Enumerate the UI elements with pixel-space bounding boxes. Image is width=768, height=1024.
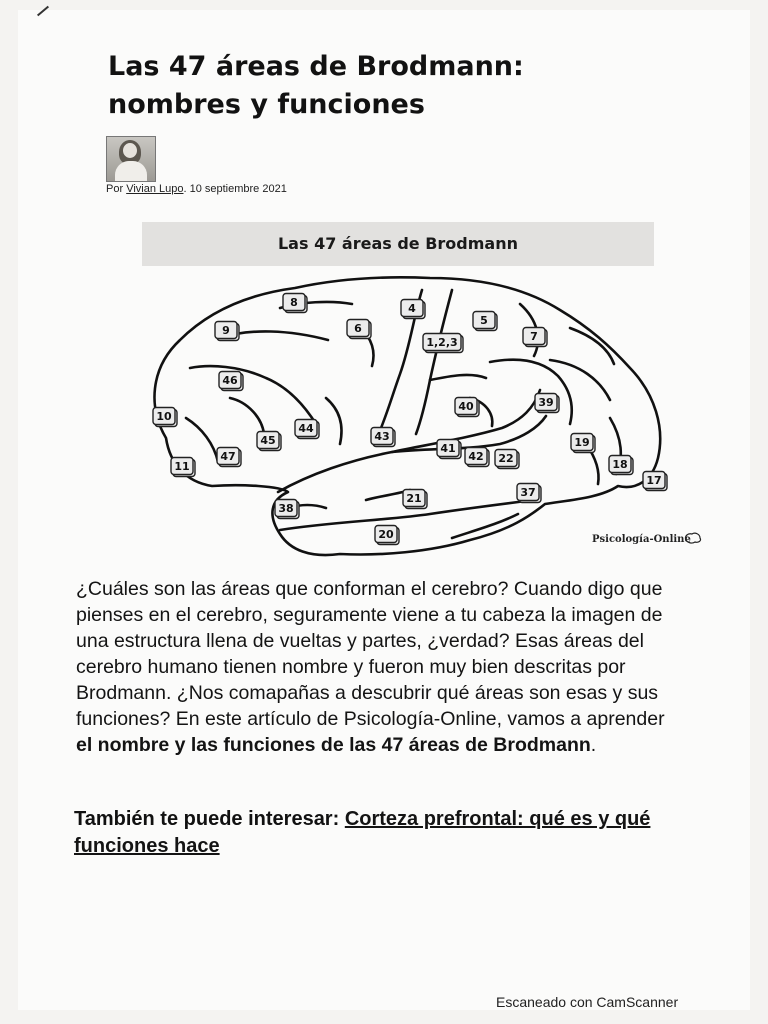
brain-diagram — [130, 268, 690, 568]
area-label-text: 18 — [612, 458, 628, 471]
area-label-text: 20 — [378, 528, 394, 541]
area-label-17 — [643, 472, 667, 491]
page-title — [108, 48, 668, 124]
area-label-text: 17 — [646, 474, 662, 487]
area-label-text: 8 — [290, 296, 298, 309]
area-label-37 — [517, 484, 541, 503]
area-label-text: 38 — [278, 502, 294, 515]
area-label-text: 40 — [458, 400, 474, 413]
author-avatar — [106, 136, 156, 182]
area-label-text: 39 — [538, 396, 554, 409]
area-label-10 — [153, 408, 177, 427]
intro-paragraph — [76, 576, 686, 758]
area-label-text: 42 — [468, 450, 484, 463]
area-label-text: 6 — [354, 322, 362, 335]
area-label-text: 7 — [530, 330, 538, 343]
related-link[interactable]: Corteza prefrontal: qué es y qué funciones hace — [74, 808, 651, 857]
area-label-1-2-3 — [423, 334, 463, 353]
area-label-text: 41 — [440, 442, 456, 455]
scanner-watermark: Escaneado con CamScanner — [496, 994, 679, 1010]
area-label-6 — [347, 320, 371, 339]
related-label: También te puede interesar: — [74, 808, 345, 830]
area-label-21 — [403, 490, 427, 509]
figure-title: Las 47 áreas de Brodmann — [142, 222, 654, 266]
area-label-41 — [437, 440, 461, 459]
area-label-47 — [217, 448, 241, 467]
area-label-22 — [495, 450, 519, 469]
area-label-7 — [523, 328, 547, 347]
area-label-42 — [465, 448, 489, 467]
intro-text: ¿Cuáles son las áreas que conforman el cerebro? Cuando digo que pienses en el cerebro, seguramente viene a tu cabeza la imagen de una estructura llena de vueltas y partes, ¿verdad? Esas áreas del cerebro humano tienen nombre y fueron muy bien descritas por Brodmann. ¿Nos comapañas a descubrir qué áreas son esas y sus funciones? En este artículo de Psicología-Online, vamos a aprender — [76, 578, 665, 730]
area-label-text: 4 — [408, 302, 416, 315]
area-label-40 — [455, 398, 479, 417]
area-label-text: 19 — [574, 436, 590, 449]
intro-bold-text: el nombre y las funciones de las 47 áreas de Brodmann — [76, 734, 591, 756]
area-label-text: 9 — [222, 324, 230, 337]
area-label-5 — [473, 312, 497, 331]
area-label-9 — [215, 322, 239, 341]
area-label-text: 47 — [220, 450, 236, 463]
brain-logo-icon — [684, 532, 702, 544]
area-label-20 — [375, 526, 399, 545]
area-label-4 — [401, 300, 425, 319]
area-label-text: 11 — [174, 460, 190, 473]
related-article — [74, 806, 694, 860]
area-label-text: 1,2,3 — [426, 336, 458, 349]
area-label-text: 45 — [260, 434, 276, 447]
intro-end: . — [590, 734, 597, 756]
area-label-46 — [219, 372, 243, 391]
author-link[interactable]: Vivian Lupo — [126, 183, 184, 195]
area-label-19 — [571, 434, 595, 453]
area-label-38 — [275, 500, 299, 519]
title-line-1: Las 47 áreas de Brodmann: — [108, 51, 524, 82]
area-label-text: 10 — [156, 410, 172, 423]
area-label-11 — [171, 458, 195, 477]
area-label-43 — [371, 428, 395, 447]
area-label-8 — [283, 294, 307, 313]
publish-date: . 10 septiembre 2021 — [183, 183, 287, 195]
figure-brand: Psicología-Online — [592, 534, 691, 545]
area-label-45 — [257, 432, 281, 451]
area-label-text: 46 — [222, 374, 238, 387]
title-line-2: nombres y funciones — [108, 89, 425, 120]
area-label-44 — [295, 420, 319, 439]
byline-prefix: Por — [106, 183, 127, 195]
area-label-text: 5 — [480, 314, 488, 327]
area-label-text: 37 — [520, 486, 536, 499]
area-label-39 — [535, 394, 559, 413]
byline — [106, 183, 287, 195]
area-label-text: 43 — [374, 430, 390, 443]
area-label-text: 22 — [498, 452, 514, 465]
area-label-18 — [609, 456, 633, 475]
area-label-text: 44 — [298, 422, 314, 435]
area-label-text: 21 — [406, 492, 422, 505]
